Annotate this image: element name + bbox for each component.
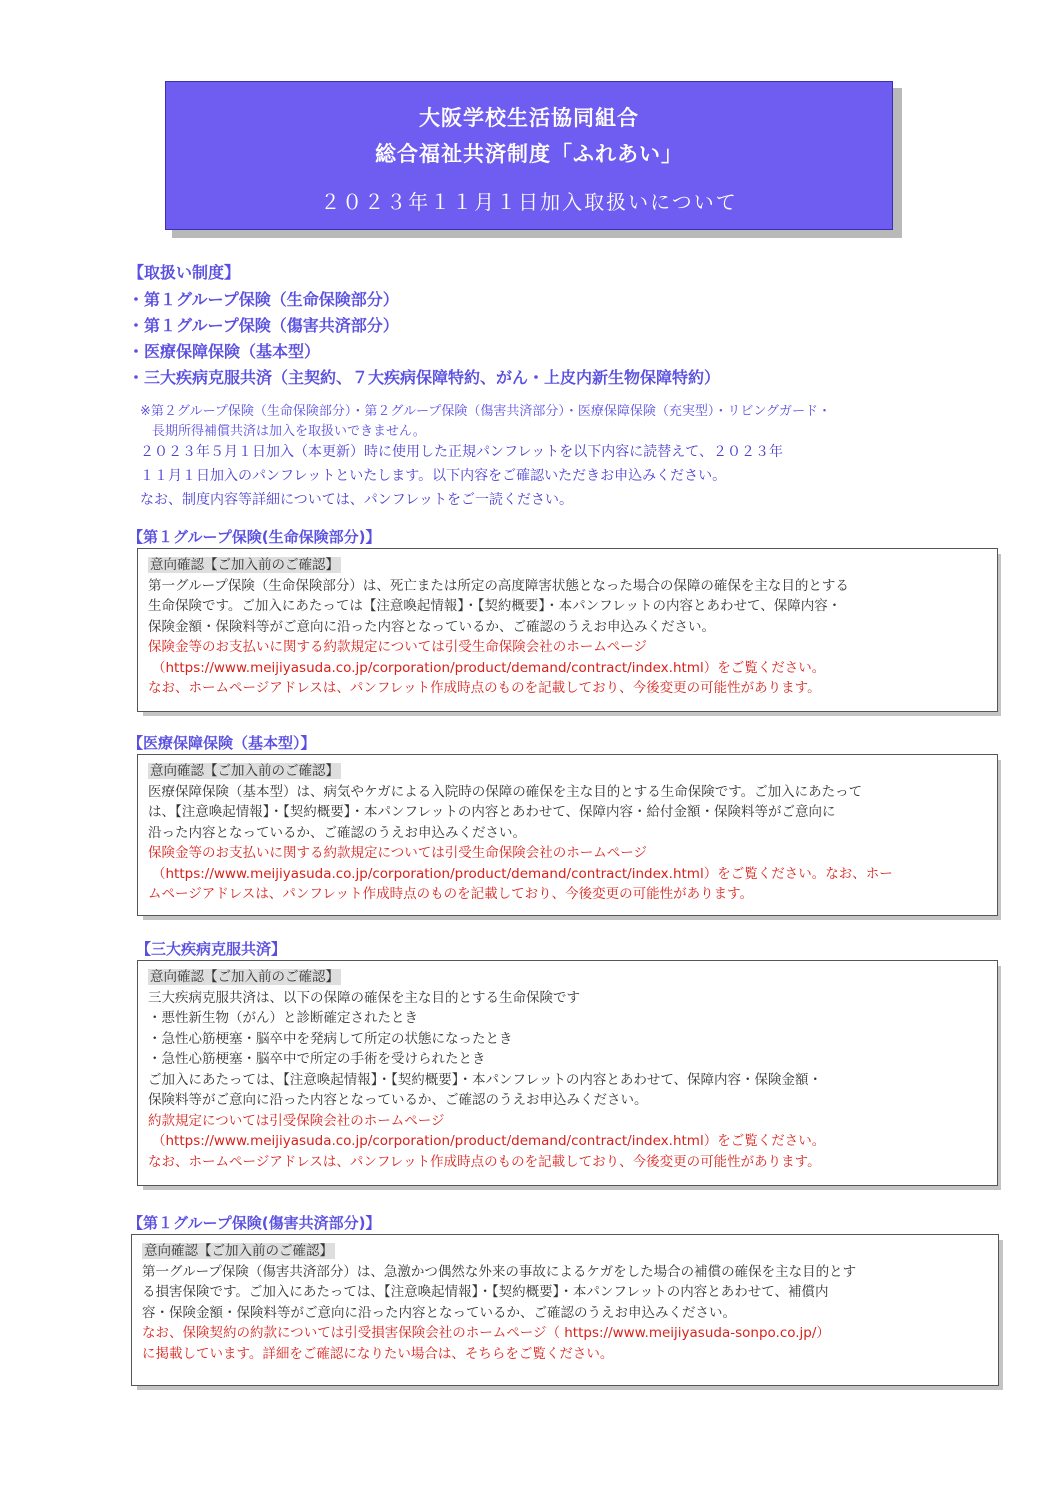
section-title: 【第１グループ保険(傷害共済部分)】 bbox=[128, 1214, 381, 1232]
red-line: 約款規定については引受保険会社のホームページ bbox=[148, 1112, 445, 1129]
exclusion-note bbox=[140, 402, 831, 442]
systems-item: ・第１グループ保険（傷害共済部分） bbox=[128, 316, 399, 335]
body-line: ・急性心筋梗塞・脳卒中で所定の手術を受けられたとき bbox=[148, 1051, 486, 1067]
red-line: （https://www.meijiyasuda.co.jp/corporation/product/demand/contract/index.html）をご覧ください。 bbox=[152, 659, 826, 676]
systems-item: ・医療保障保険（基本型） bbox=[128, 342, 321, 361]
red-line: なお、ホームページアドレスは、パンフレット作成時点のものを記載しており、今後変更の可能性があります。 bbox=[148, 1153, 821, 1170]
intro-line: ２０２３年５月１日加入（本更新）時に使用した正規パンフレットを以下内容に読替えて、２０２３年 bbox=[140, 444, 784, 460]
red-line: 保険金等のお支払いに関する約款規定については引受生命保険会社のホームページ bbox=[148, 845, 647, 861]
section-title: 【三大疾病克服共済】 bbox=[136, 940, 287, 958]
red-line: なお、保険契約の約款については引受損害保険会社のホームページ（ https://www.meijiyasuda-sonpo.co.jp/） bbox=[142, 1325, 830, 1341]
systems-list bbox=[128, 260, 720, 391]
section-box bbox=[131, 1234, 999, 1386]
section-title: 【第１グループ保険(生命保険部分)】 bbox=[128, 528, 381, 546]
section-box bbox=[137, 960, 998, 1186]
section-subheading: 意向確認【ご加入前のご確認】 bbox=[144, 1243, 333, 1259]
section-subheading: 意向確認【ご加入前のご確認】 bbox=[150, 969, 339, 985]
red-line: 保険金等のお支払いに関する約款規定については引受生命保険会社のホームページ bbox=[148, 639, 647, 655]
body-line: 医療保障保険（基本型）は、病気やケガによる入院時の保障の確保を主な目的とする生命保険です。ご加入にあたって bbox=[148, 783, 863, 800]
body-line: 生命保険です。ご加入にあたっては【注意喚起情報】・【契約概要】・本パンフレットの内容とあわせて、保障内容・ bbox=[148, 598, 842, 614]
body-line: ご加入にあたっては、【注意喚起情報】・【契約概要】・本パンフレットの内容とあわせて、保障内容・保険金額・ bbox=[148, 1071, 823, 1088]
body-line: ・急性心筋梗塞・脳卒中を発病して所定の状態になったとき bbox=[148, 1030, 513, 1047]
body-line: 第一グループ保険（生命保険部分）は、死亡または所定の高度障害状態となった場合の保障の確保を主な目的とする bbox=[148, 577, 849, 594]
body-line: 保険金額・保険料等がご意向に沿った内容となっているか、ご確認のうえお申込みください。 bbox=[148, 618, 715, 635]
program-name: 総合福祉共済制度「ふれあい」 bbox=[375, 142, 683, 166]
intro-text bbox=[140, 440, 783, 512]
body-line: 三大疾病克服共済は、以下の保障の確保を主な目的とする生命保険です bbox=[148, 989, 580, 1006]
red-line: （https://www.meijiyasuda.co.jp/corporation/product/demand/contract/index.html）をご覧ください。なお、ホー bbox=[152, 865, 893, 882]
title-banner bbox=[165, 81, 893, 230]
systems-heading: 【取扱い制度】 bbox=[128, 263, 241, 282]
intro-line: １１月１日加入のパンフレットといたします。以下内容をご確認いただきお申込みください。 bbox=[140, 468, 727, 484]
red-line: に掲載しています。詳細をご確認になりたい場合は、そちらをご覧ください。 bbox=[142, 1345, 614, 1362]
org-name: 大阪学校生活協同組合 bbox=[419, 106, 639, 130]
body-line: る損害保険です。ご加入にあたっては、【注意喚起情報】・【契約概要】・本パンフレットの内容とあわせて、補償内 bbox=[142, 1284, 829, 1300]
intro-line: なお、制度内容等詳細については、パンフレットをご一読ください。 bbox=[140, 492, 574, 508]
red-line: なお、ホームページアドレスは、パンフレット作成時点のものを記載しており、今後変更の可能性があります。 bbox=[148, 680, 821, 696]
note-line: 長期所得補償共済は加入を取扱いできません。 bbox=[152, 424, 426, 439]
body-line: は、【注意喚起情報】・【契約概要】・本パンフレットの内容とあわせて、保障内容・給付金額・保険料等がご意向に bbox=[148, 804, 836, 820]
red-line: ムページアドレスは、パンフレット作成時点のものを記載しており、今後変更の可能性があります。 bbox=[148, 886, 754, 902]
body-line: 沿った内容となっているか、ご確認のうえお申込みください。 bbox=[148, 824, 526, 841]
section-box bbox=[137, 754, 998, 916]
section-box bbox=[137, 548, 998, 712]
systems-item: ・第１グループ保険（生命保険部分） bbox=[128, 290, 399, 309]
systems-item: ・三大疾病克服共済（主契約、７大疾病保障特約、がん・上皮内新生物保障特約） bbox=[128, 368, 721, 387]
red-line: （https://www.meijiyasuda.co.jp/corporation/product/demand/contract/index.html）をご覧ください。 bbox=[152, 1133, 826, 1149]
body-line: 保険料等がご意向に沿った内容となっているか、ご確認のうえお申込みください。 bbox=[148, 1092, 648, 1108]
body-line: 第一グループ保険（傷害共済部分）は、急激かつ偶然な外来の事故によるケガをした場合の補償の確保を主な目的とす bbox=[142, 1263, 857, 1280]
note-line: ※第２グループ保険（生命保険部分）・第２グループ保険（傷害共済部分）・医療保障保険（充実型）・リビングガード・ bbox=[140, 404, 832, 419]
page-title: ２０２３年１１月１日加入取扱いについて bbox=[320, 190, 738, 214]
section-title: 【医療保障保険（基本型）】 bbox=[128, 734, 316, 752]
section-subheading: 意向確認【ご加入前のご確認】 bbox=[150, 763, 339, 779]
section-subheading: 意向確認【ご加入前のご確認】 bbox=[150, 557, 339, 573]
body-line: ・悪性新生物（がん）と診断確定されたとき bbox=[148, 1010, 418, 1026]
body-line: 容・保険金額・保険料等がご意向に沿った内容となっているか、ご確認のうえお申込みください。 bbox=[142, 1304, 736, 1321]
